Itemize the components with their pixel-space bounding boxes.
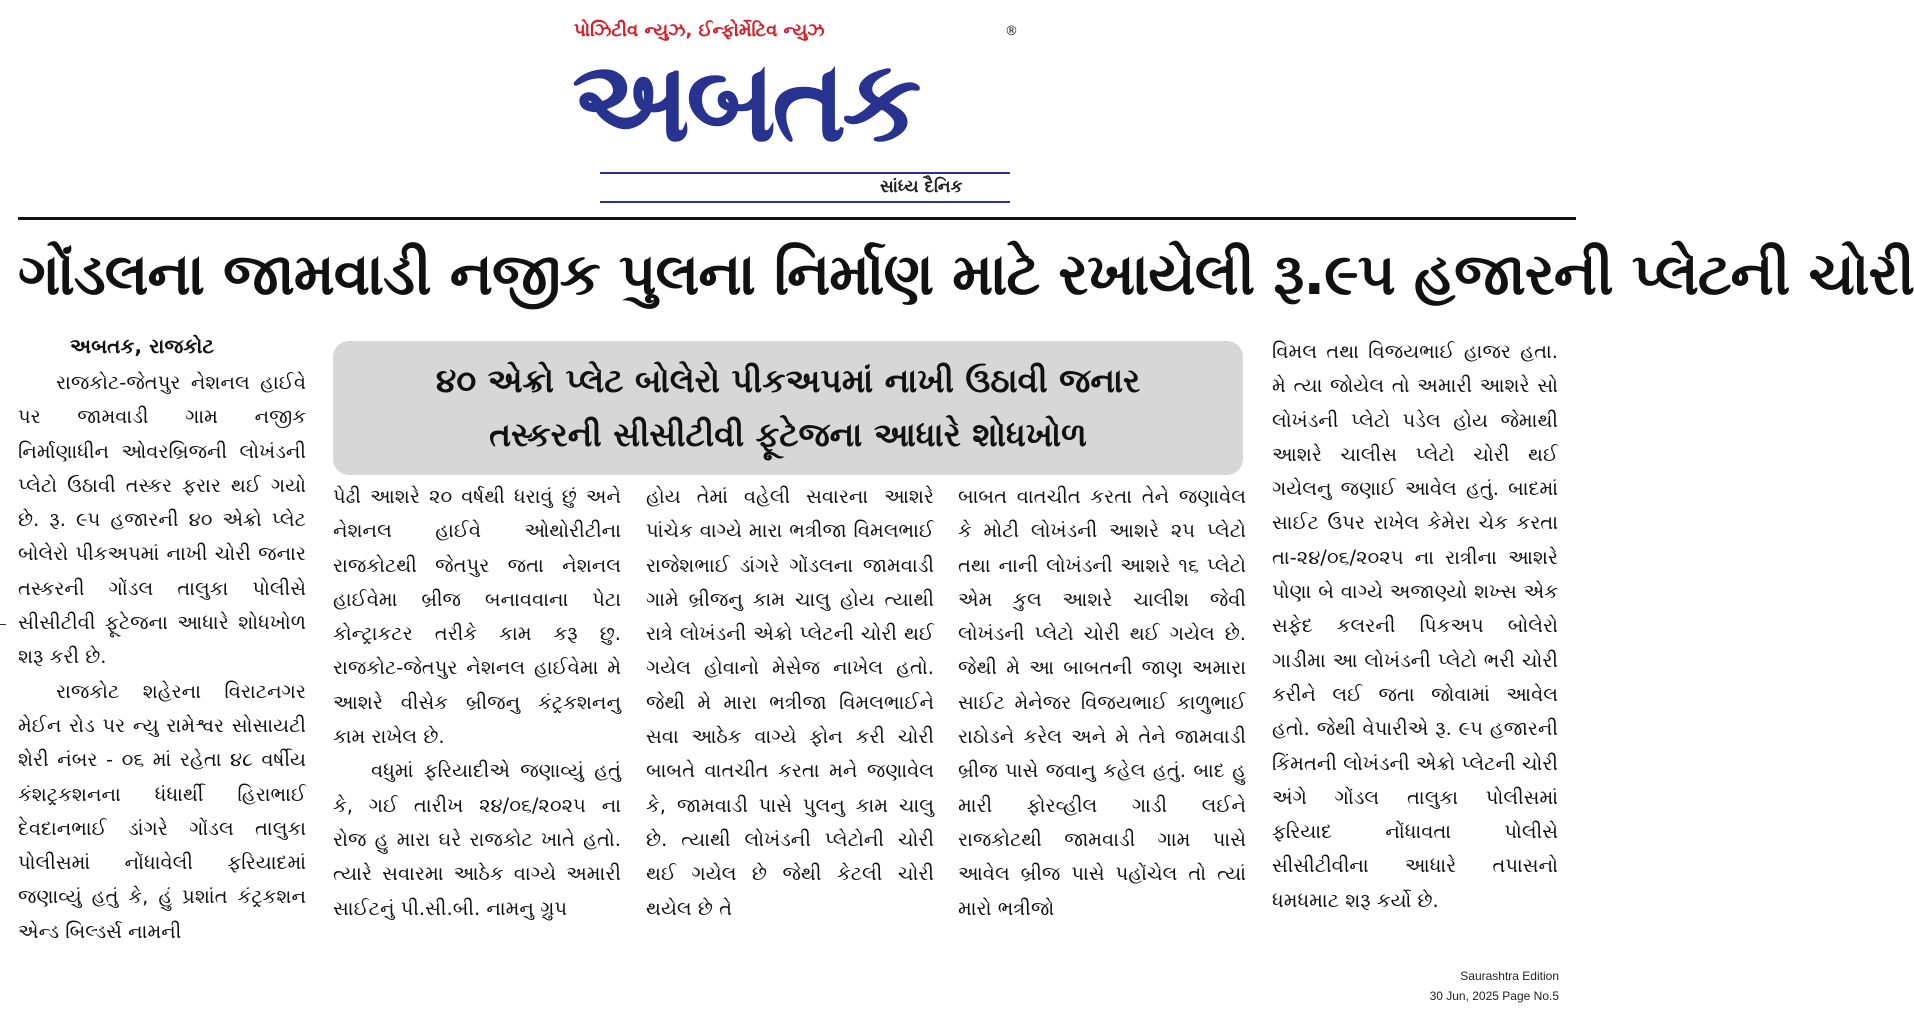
column-3-paragraph-1: હોય તેમાં વહેલી સવારના આશરે પાંચેક વાગ્યે મારા ભત્રીજા વિમલભાઈ રાજેશભાઈ ડાંગરે ગોંડલના જામવાડી ગામે બ્રીજનુ કામ ચાલુ હોય ત્યાથી રાત્રે લોખંડની એક્રો પ્લેટની ચોરી થઈ ગયેલ હોવાનો મેસેજ નાખેલ હતો. જેથી મે મારા ભત્રીજા વિમલભાઈને સવા આઠેક વાગ્યે ફોન કરી ચોરી બાબતે વાતચીત કરતા મને જણાવેલ કે, જામવાડી પાસે પુલનુ કામ ચાલુ છે. ત્યાથી લોખંડની પ્લેટોની ચોરી થઈ ગયેલ છે જેથી કેટલી ચોરી થયેલ છે તે [646, 485, 934, 920]
header-rule [18, 217, 1576, 220]
column-1-paragraph-1: રાજકોટ-જેતપુર નેશનલ હાઈવે પર જામવાડી ગામ નજીક નિર્માણાધીન ઓવરબ્રિજની લોખંડની પ્લેટો ઉઠાવી તસ્કર ફરાર થઈ ગયો છે. રૂ. ૯૫ હજારની ૪૦ એક્રો પ્લેટ બોલેરો પીકઅપમાં નાખી ચોરી જનાર તસ્કરની ગોંડલ તાલુકા પોલીસે સીસીટીવી ફૂટેજના આધારે શોધખોળ શરૂ કરી છે. [18, 371, 306, 669]
column-4-paragraph-1: બાબત વાતચીત કરતા તેને જણાવેલ કે મોટી લોખંડની આશરે ૨૫ પ્લેટો તથા નાની લોખંડની આશરે ૧૬ પ્લેટો એમ કુલ આશરે ચાલીશ જેવી લોખંડની પ્લેટો ચોરી થઈ ગયેલ છે. જેથી મે આ બાબતની જાણ અમારા સાઈટ મેનેજર વિજયભાઈ કાળુભાઈ રાઠોડને કરેલ અને મે તેને જામવાડી બ્રીજ પાસે જવાનુ કહેલ હતું. બાદ હુ મારી ફોરવ્હીલ ગાડી લઈને રાજકોટથી જામવાડી ગામ પાસે આવેલ બ્રીજ પાસે પહોંચેલ તો ત્યાં મારો ભત્રીજો [958, 485, 1246, 920]
article-column-1 [18, 366, 306, 966]
logo-underline [600, 172, 1010, 174]
article-column-4 [958, 480, 1246, 966]
column-2-paragraph-1: પેઢી આશરે ૨૦ વર્ષથી ધરાવું છું અને નેશનલ હાઈવે ઓથોરીટીના રાજકોટથી જેતપુર જતા નેશનલ હાઈવેમા બ્રીજ બનાવવાના પેટા કોન્ટ્રાકટર તરીકે કામ કરૂ છુ. રાજકોટ-જેતપુર નેશનલ હાઈવેમા મે આશરે વીસેક બ્રીજનુ કંટ્રકશનનુ કામ રાખેલ છે. [333, 485, 621, 749]
edition-footer [1430, 966, 1559, 1006]
article-column-5 [1272, 335, 1558, 966]
subtitle-underline [600, 201, 1010, 203]
column-1-paragraph-2: રાજકોટ શહેરના વિરાટનગર મેઈન રોડ પર ન્યુ રામેશ્વર સોસાયટી શેરી નંબર - ૦૬ માં રહેતા ૪૮ વર્ષીય કંશટ્રકશનના ધંધાર્થી હિરાભાઈ દેવદાનભાઈ ડાંગરે ગોંડલ તાલુકા પોલીસમાં નોંધાવેલી ફરિયાદમાં જણાવ્યું હતું કે, હું પ્રશાંત કંટ્રકશન એન્ડ બિલ્ડર્સ નામની [18, 679, 306, 943]
margin-tick [0, 624, 6, 625]
article-column-2 [333, 480, 621, 966]
article-byline: અબતક, રાજકોટ [70, 334, 215, 358]
article-subhead-box [333, 341, 1243, 475]
newspaper-logo: અબતક [572, 37, 918, 167]
registered-mark: ® [1005, 24, 1018, 39]
edition-date-page: 30 Jun, 2025 Page No.5 [1429, 989, 1559, 1003]
column-5-paragraph-1: વિમલ તથા વિજયભાઈ હાજર હતા. મે ત્યા જોયેલ તો અમારી આશરે સો લોખંડની પ્લેટો પડેલ હોય જેમાથી આશરે ચાલીસ પ્લેટો ચોરી થઈ ગયેલનુ જણાઈ આવેલ હતું. બાદમાં સાઈટ ઉપર રાખેલ કેમેરા ચેક કરતા તા-૨૪/૦૬/૨૦૨૫ ના રાત્રીના આશરે પોણા બે વાગ્યે અજાણ્યો શખ્સ એક સફેદ કલરની પિકઅપ બોલેરો ગાડીમા આ લોખંડની પ્લેટો ભરી ચોરી કરીને લઈ જતા જોવામાં આવેલ હતો. જેથી વેપારીએ રૂ. ૯૫ હજારની કિંમતની લોખંડની એક્રો પ્લેટની ચોરી અંગે ગોંડલ તાલુકા પોલીસમાં ફરિયાદ નોંધાવતા પોલીસે સીસીટીવીના આધારે તપાસનો ધમધમાટ શરૂ કર્યો છે. [1272, 340, 1558, 912]
subhead-line-1: ૪૦ એક્રો પ્લેટ બોલેરો પીકઅપમાં નાખી ઉઠાવી જનાર [435, 361, 1141, 400]
masthead-subtitle: સાંધ્ય દૈનિક [880, 177, 963, 197]
article-headline: ગોંડલના જામવાડી નજીક પુલના નિર્માણ માટે રખાયેલી રૂ.૯૫ હજારની પ્લેટની ચોરી [18, 240, 1914, 308]
edition-name: Saurashtra Edition [1460, 969, 1559, 983]
masthead-tagline: પોઝિટીવ ન્યુઝ, ઈન્ફોર્મેટિવ ન્યુઝ [574, 20, 825, 41]
column-2-paragraph-2: વધુમાં ફરિયાદીએ જણાવ્યું હતું કે, ગઈ તારીખ ૨૪/૦૬/૨૦૨૫ ના રોજ હુ મારા ઘરે રાજકોટ ખાતે હતો. ત્યારે સવારમા આઠેક વાગ્યે અમારી સાઈટનું પી.સી.બી. નામનુ ગ્રુપ [333, 759, 621, 920]
masthead [0, 0, 1593, 215]
subhead-line-2: તસ્કરની સીસીટીવી ફૂટેજના આધારે શોધખોળ [489, 415, 1087, 454]
article-column-3 [646, 480, 934, 966]
